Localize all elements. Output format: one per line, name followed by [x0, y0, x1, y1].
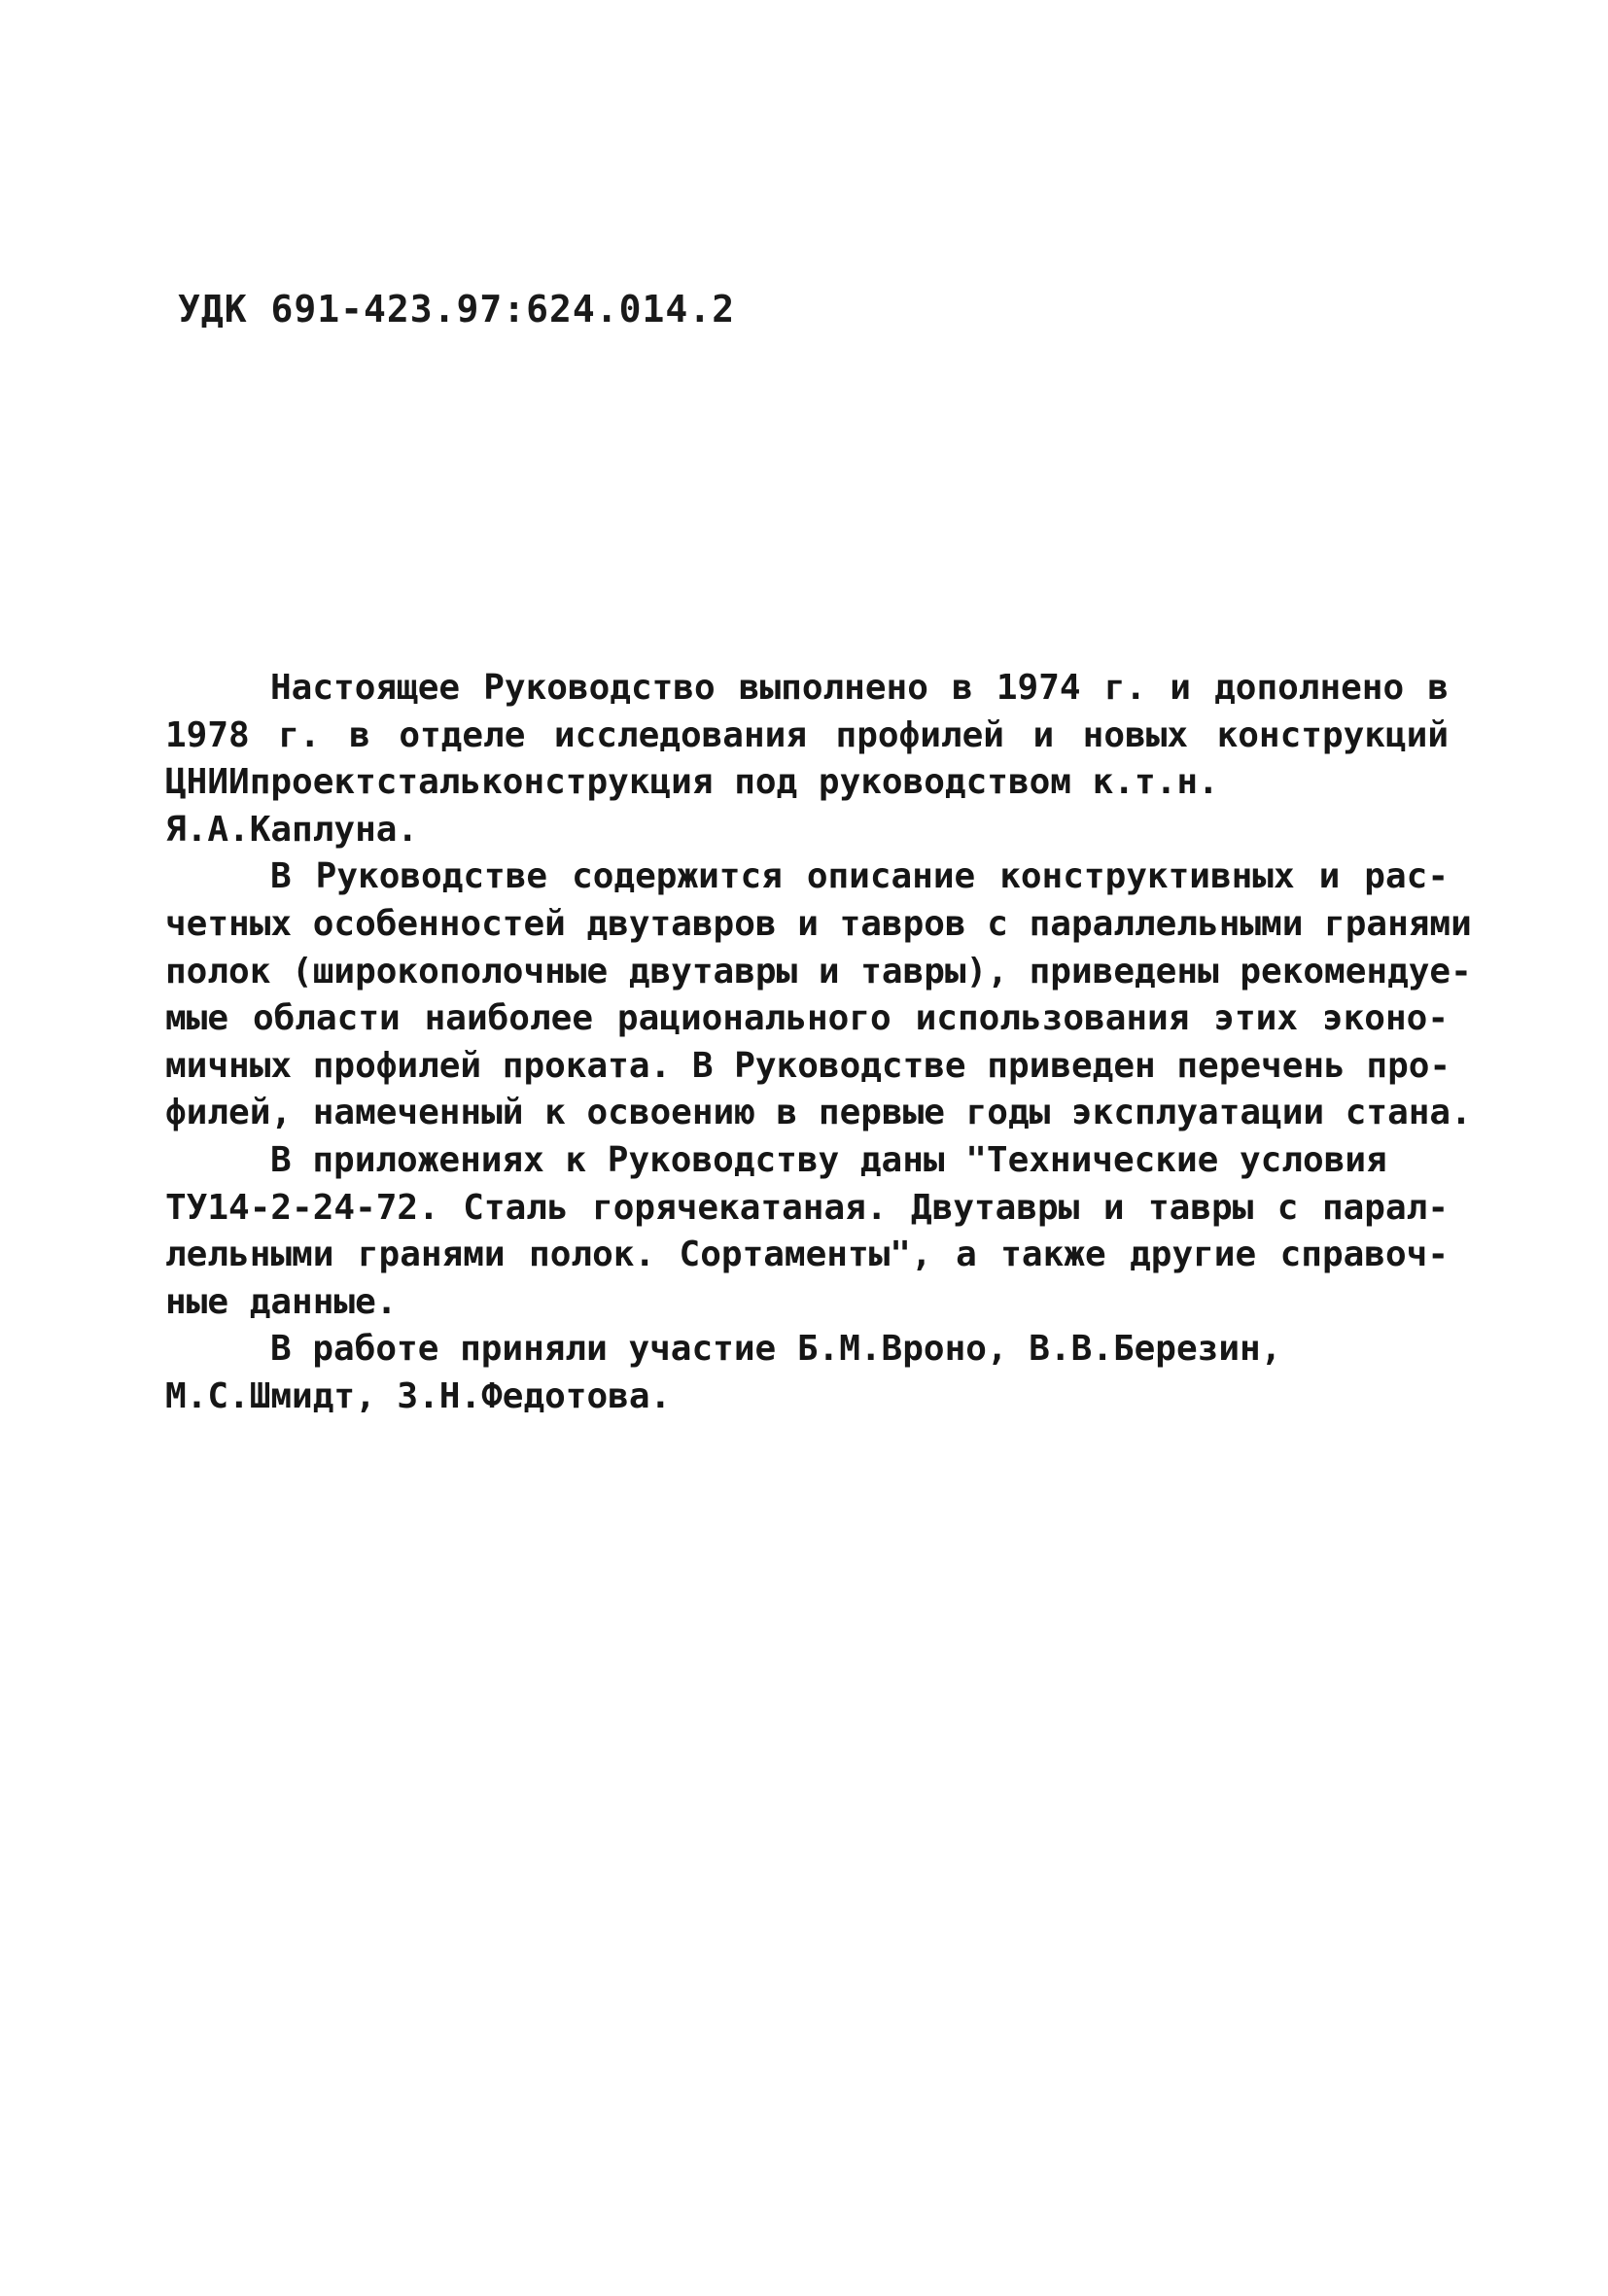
- text-line: мые области наиболее рационального использования этих эконо-: [165, 998, 1449, 1039]
- paragraph-1: [165, 665, 1449, 853]
- text-line: ТУ14-2-24-72. Сталь горячекатаная. Двутавры и тавры с парал-: [165, 1187, 1449, 1228]
- text-line: ЦНИИпроектстальконструкция под руководством к.т.н.: [165, 762, 1219, 803]
- text-line: ные данные.: [165, 1281, 398, 1322]
- text-line: 1978 г. в отделе исследования профилей и новых конструкций: [165, 714, 1449, 755]
- text-line: Настоящее Руководство выполнено в 1974 г. и дополнено в: [270, 668, 1449, 708]
- paragraph-3: [165, 1137, 1449, 1326]
- text-line: В Руководстве содержится описание конструктивных и рас-: [270, 856, 1449, 897]
- text-line: полок (широкополочные двутавры и тавры), приведены рекомендуе-: [165, 951, 1472, 991]
- text-line: М.С.Шмидт, З.Н.Федотова.: [165, 1375, 672, 1416]
- text-line: мичных профилей проката. В Руководстве приведен перечень про-: [165, 1045, 1451, 1086]
- text-line: В приложениях к Руководству даны "Технические условия: [270, 1139, 1387, 1180]
- udk-code: УДК 691-423.97:624.014.2: [178, 288, 736, 330]
- text-line: лельными гранями полок. Сортаменты", а также другие справоч-: [165, 1235, 1449, 1275]
- paragraph-2: [165, 853, 1472, 1137]
- text-line: четных особенностей двутавров и тавров с параллельными гранями: [165, 903, 1472, 944]
- preface-text: [165, 665, 1472, 1421]
- text-line: филей, намеченный к освоению в первые годы эксплуатации стана.: [165, 1093, 1472, 1133]
- text-line: Я.А.Каплуна.: [165, 809, 419, 850]
- paragraph-4: [165, 1326, 1449, 1420]
- text-line: В работе приняли участие Б.М.Вроно, В.В.Березин,: [270, 1329, 1282, 1370]
